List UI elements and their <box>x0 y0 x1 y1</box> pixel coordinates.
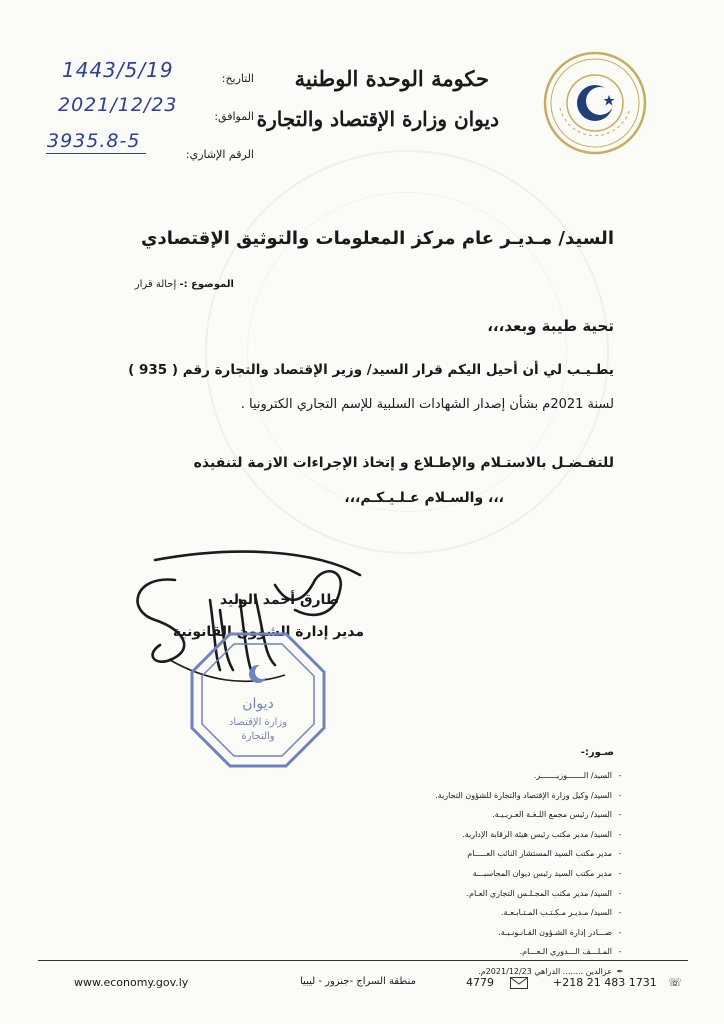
phone-number: +218 21 483 1731 <box>553 976 657 989</box>
footer-divider <box>38 960 688 961</box>
list-item: - السيد/ الـــــــوزيـــــــر. <box>533 771 622 780</box>
copies-list <box>364 766 624 982</box>
official-stamp <box>188 630 328 770</box>
closing-salutation: ،،، والسـلام عـلـيـكـم،،، <box>344 490 504 506</box>
date-value: 1443/5/19 <box>62 58 174 82</box>
phone-icon: ☏ <box>668 976 682 989</box>
list-item: ✒ عزالدين ........ الدراهي 2021/12/23م. <box>478 966 624 976</box>
subject-label: الموضوع :- <box>179 279 234 290</box>
list-item: - المـلـــف الـــدوري الـعـــام. <box>519 947 622 957</box>
footer-po-box <box>466 976 528 989</box>
list-item: - السيد/ مدير مكتب رئيس هيئة الرقابة الإدارية. <box>462 829 622 839</box>
footer-phone <box>553 976 682 989</box>
stamp-center-line-3: والتجارة <box>241 731 275 742</box>
footer-address: منطقة السراج -جنزور - ليبيا <box>300 976 416 987</box>
list-item: - مدير مكتب السيد المستشار النائب العـــــام <box>467 849 622 859</box>
po-box-number: 4779 <box>466 976 494 989</box>
footer-website: www.economy.gov.ly <box>74 976 189 989</box>
date-label: التاريخ: <box>221 72 254 85</box>
equiv-date-value: 2021/12/23 <box>58 94 178 116</box>
body-paragraph-1: يطـيـب لي أن أحيل اليكم قرار السيد/ وزير الإقتصاد والتجارة رقم ( 935 ) <box>128 362 614 378</box>
stamp-center-line-2: وزارة الإقتصاد <box>228 717 288 728</box>
reference-value: 3935.8-5 <box>47 130 141 152</box>
addressee-line: السيد/ مـديـر عام مركز المعلومات والتوثيق الإقتصادي <box>140 228 614 249</box>
body-paragraph-2: لسنة 2021م بشأن إصدار الشهادات السلبية للإسم التجاري الكترونيا . <box>240 397 614 412</box>
list-item: - السيد/ مدير مكتب المجـلـس التجاري العـام. <box>466 888 622 898</box>
reference-label: الرقم الإشاري: <box>185 148 254 161</box>
copies-title: صـور:- <box>580 747 614 758</box>
reference-underline <box>46 153 146 154</box>
subject-value: إحالة قرار <box>134 279 177 290</box>
list-item: - مدير مكتب السيد رئيس ديوان المحاسبـــة <box>472 868 622 878</box>
list-item: - السيد/ رئيس مجمع اللـغـة العـربـيـة. <box>492 810 622 820</box>
greeting: تحية طيبة وبعد،،، <box>487 317 614 335</box>
government-emblem-icon <box>540 48 650 158</box>
subject-line <box>135 279 234 290</box>
list-item: - السيد/ مـديـر مـكـتـب المـتـابـعـة. <box>501 908 622 918</box>
signatory-title: مدير إدارة الشؤون القانونية <box>172 624 364 640</box>
list-item: - صـــادر إدارة الشـؤون القـانـونـيـة. <box>498 927 622 937</box>
ministry-title: ديوان وزارة الإقتصاد والتجارة <box>256 107 499 131</box>
signatory-name: طارق أحمد الوليد <box>219 592 339 608</box>
list-item: - السيد/ وكيل وزارة الإقتصاد والتجارة للشؤون التجارية. <box>435 790 622 800</box>
stamp-center-line-1: ديوان <box>242 696 274 712</box>
mailbox-icon <box>510 977 528 989</box>
equiv-date-label: الموافق: <box>214 110 254 123</box>
closing-request: للتفـضـل بالاستـلام والإطـلاع و إتخاذ الإجراءات الازمة لتنفيذه <box>193 455 614 471</box>
government-title: حكومة الوحدة الوطنية <box>294 66 489 91</box>
